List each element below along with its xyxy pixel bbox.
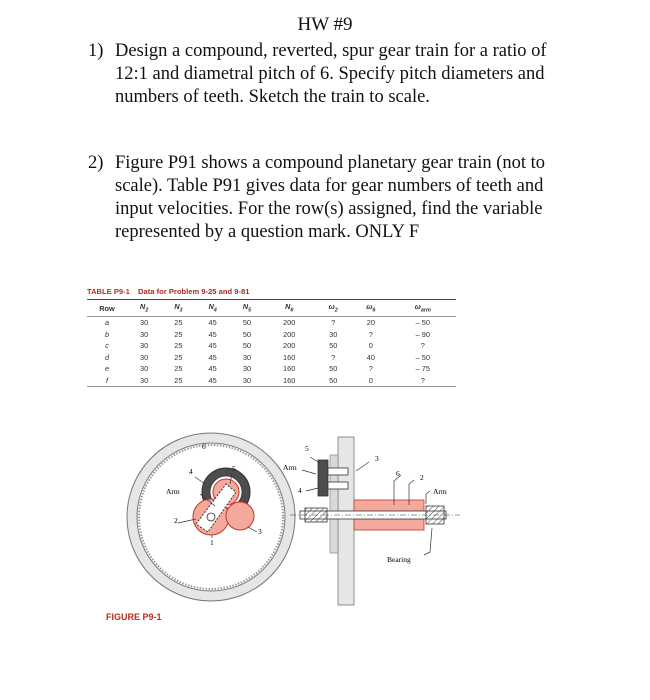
table-cell: 45 xyxy=(196,375,230,387)
section-view xyxy=(283,437,460,605)
table-cell: 30 xyxy=(140,364,149,374)
table-cell: – 50 xyxy=(415,318,431,328)
col-row-label: Row xyxy=(99,303,115,313)
table-cell: 20 xyxy=(366,318,375,328)
table-cell: 30 xyxy=(140,318,149,328)
label-sec-2: 2 xyxy=(420,473,424,482)
table-row-id: a xyxy=(104,318,110,328)
arm-pivot xyxy=(207,513,215,521)
table-cell: 45 xyxy=(208,364,217,374)
table-cell: 45 xyxy=(208,329,217,339)
table-cell: 30 xyxy=(242,352,252,362)
label-front-3: 3 xyxy=(258,527,262,536)
table-cell: 50 xyxy=(314,375,352,387)
problem-1-number: 1) xyxy=(88,41,104,61)
planet-pin-bottom xyxy=(328,482,348,489)
leader-sec-4 xyxy=(306,488,318,491)
table-cell: 50 xyxy=(242,341,252,351)
label-front-1: 1 xyxy=(210,538,214,547)
table-cell: 160 xyxy=(283,352,296,362)
label-front-5: 5 xyxy=(232,464,236,473)
label-sec-arm: Arm xyxy=(283,463,297,472)
col-w6-symbol: ω xyxy=(366,302,373,312)
table-cell: 30 xyxy=(140,352,149,362)
label-front-arm: Arm xyxy=(166,487,180,496)
table-cell: 50 xyxy=(329,364,338,374)
table-cell: 30 xyxy=(127,375,161,387)
label-sec-arm-out: Arm xyxy=(433,487,447,496)
gear-3 xyxy=(226,502,254,530)
leader-sec-arm-out xyxy=(426,491,430,504)
label-sec-3: 3 xyxy=(375,454,379,463)
table-cell: 25 xyxy=(174,341,183,351)
ring-gear-6-section xyxy=(338,437,354,605)
problem-2-text: Figure P91 shows a compound planetary gear train (not to scale). Table P91 gives data for gear numbers of teeth and input velocities. For the row(s) assigned, find the variable represented by a question mark. ONLY F xyxy=(115,153,546,242)
table-cell: 30 xyxy=(242,364,252,374)
problem-1-text: Design a compound, reverted, spur gear train for a ratio of 12:1 and diametral pitch of 6. Specify pitch diameters and numbers of teeth. Sketch the train to scale. xyxy=(115,41,547,107)
table-cell: ? xyxy=(331,318,336,328)
table-cell: ? xyxy=(331,352,336,362)
col-warm-sub: arm xyxy=(420,307,431,314)
table-label: TABLE P9-1 xyxy=(87,287,130,296)
table-cell: – 50 xyxy=(415,352,431,362)
col-n6-sub: 6 xyxy=(290,307,294,314)
table-cell: 50 xyxy=(242,329,252,339)
figure-label: FIGURE P9-1 xyxy=(106,612,162,622)
table-cell: – 90 xyxy=(415,329,431,339)
table-cell: ? xyxy=(420,341,425,351)
label-front-4: 4 xyxy=(189,467,193,476)
leader-sec-arm xyxy=(302,470,316,474)
table-cell: 25 xyxy=(161,375,195,387)
leader-bearing xyxy=(424,528,432,555)
table-cell: ? xyxy=(368,364,373,374)
table-cell: 45 xyxy=(208,341,217,351)
col-n4-sub: 4 xyxy=(213,307,217,314)
label-sec-4: 4 xyxy=(298,486,302,495)
table-cell: 25 xyxy=(174,318,183,328)
col-n6-symbol: N xyxy=(285,302,291,312)
table-cell: 160 xyxy=(283,364,296,374)
table-row-id: f xyxy=(87,375,127,387)
table-cell: 40 xyxy=(366,352,375,362)
table-cell: 200 xyxy=(283,318,296,328)
label-front-2: 2 xyxy=(174,516,178,525)
col-warm-symbol: ω xyxy=(414,302,421,312)
label-front-6: 6 xyxy=(202,442,206,451)
leader-sec-3 xyxy=(356,462,369,471)
col-w6-sub: 6 xyxy=(372,307,376,314)
label-sec-bearing: Bearing xyxy=(387,555,411,564)
problem-2-number: 2) xyxy=(88,153,104,173)
label-sec-5: 5 xyxy=(305,444,309,453)
table-row-id: d xyxy=(104,352,110,362)
table-cell: 45 xyxy=(208,352,217,362)
table-cell: 30 xyxy=(329,329,338,339)
table-cell: 45 xyxy=(208,318,217,328)
table-cell: 25 xyxy=(174,352,183,362)
table-cell: 30 xyxy=(140,341,149,351)
table-cell: 160 xyxy=(264,375,314,387)
table-title: Data for Problem 9-25 and 9-81 xyxy=(138,287,250,296)
page-title: HW #9 xyxy=(297,14,353,35)
col-w2-sub: 2 xyxy=(334,307,338,314)
table-cell: 30 xyxy=(230,375,264,387)
table-row-id: b xyxy=(104,329,110,339)
table-cell: 0 xyxy=(352,375,390,387)
table-cell: 50 xyxy=(242,318,252,328)
table-cell: ? xyxy=(368,329,373,339)
label-sec-6: 6 xyxy=(396,469,400,478)
col-n3-sub: 3 xyxy=(179,307,183,314)
front-view xyxy=(127,433,295,601)
planet-pin-top xyxy=(328,468,348,475)
table-row-id: e xyxy=(104,364,110,374)
table-cell: 25 xyxy=(174,329,183,339)
col-n2-symbol: N xyxy=(139,302,146,312)
table-row-id: c xyxy=(105,341,109,351)
table-cell: – 75 xyxy=(415,364,431,374)
col-n3-symbol: N xyxy=(174,302,180,312)
table-cell: 50 xyxy=(329,341,338,351)
table-cell: ? xyxy=(390,375,456,387)
table-cell: 200 xyxy=(283,329,296,339)
col-n4-symbol: N xyxy=(208,302,214,312)
col-n2-sub: 2 xyxy=(145,307,149,314)
table-cell: 200 xyxy=(283,341,296,351)
table-cell: 30 xyxy=(140,329,149,339)
table-cell: 0 xyxy=(368,341,373,351)
planet-4-section xyxy=(318,460,328,496)
table-cell: 25 xyxy=(174,364,183,374)
col-n5-symbol: N xyxy=(242,302,249,312)
col-w2-symbol: ω xyxy=(328,302,335,312)
col-n5-sub: 5 xyxy=(248,307,252,314)
